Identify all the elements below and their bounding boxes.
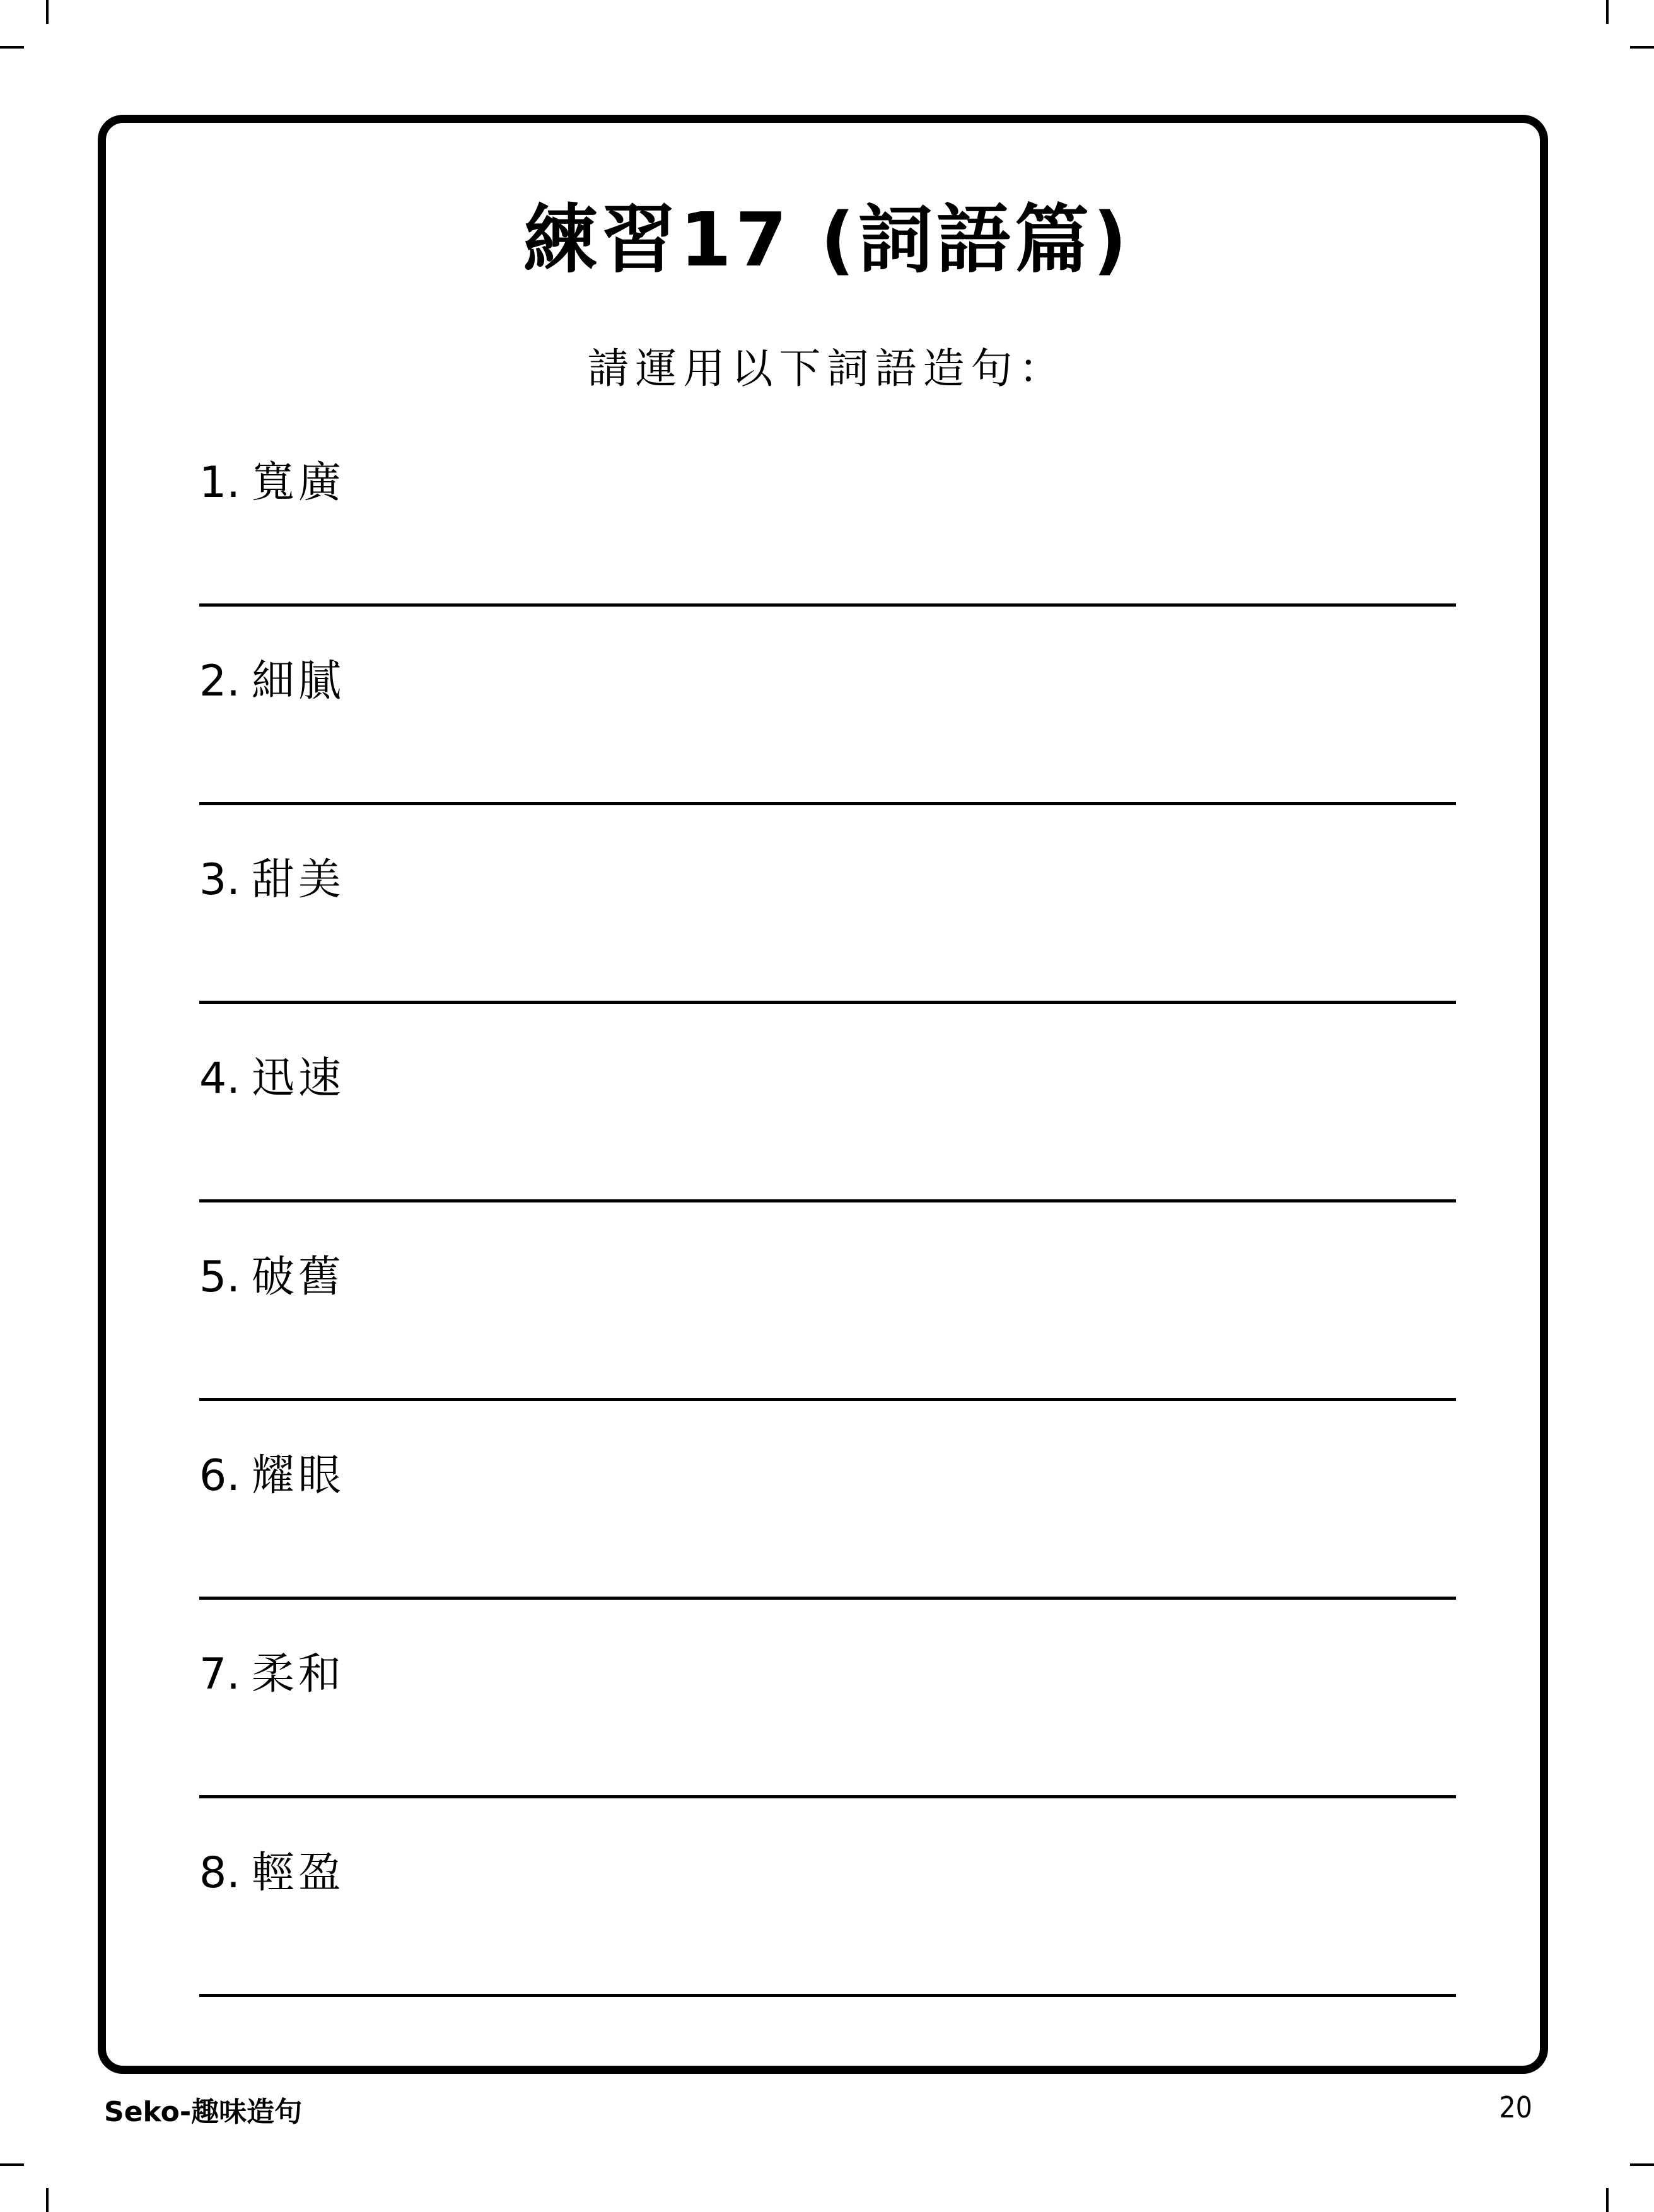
item-number: 8. — [199, 1848, 240, 1898]
item-word: 破舊 — [251, 1252, 345, 1302]
item-word: 迅速 — [251, 1054, 345, 1103]
exercise-item-2 — [199, 656, 345, 707]
item-number: 2. — [199, 656, 240, 706]
answer-line-4[interactable] — [199, 1199, 1456, 1202]
item-word: 甜美 — [251, 855, 345, 905]
footer-brand: Seko-趣味造句 — [104, 2096, 303, 2128]
answer-line-7[interactable] — [199, 1795, 1456, 1798]
crop-mark-bottom-left — [46, 2188, 49, 2212]
exercise-item-6 — [199, 1451, 345, 1501]
item-word: 耀眼 — [251, 1451, 345, 1501]
item-word: 柔和 — [251, 1650, 345, 1699]
item-number: 5. — [199, 1252, 240, 1302]
crop-mark-top-right — [1630, 46, 1654, 49]
exercise-item-7 — [199, 1650, 345, 1700]
item-number: 6. — [199, 1451, 240, 1501]
exercise-item-8 — [199, 1848, 345, 1899]
item-word: 細膩 — [251, 656, 345, 706]
item-word: 輕盈 — [251, 1848, 345, 1898]
crop-mark-bottom-left — [0, 2163, 24, 2166]
crop-mark-top-left — [46, 0, 49, 24]
exercise-item-3 — [199, 855, 345, 905]
page-number: 20 — [1499, 2090, 1532, 2124]
exercise-item-4 — [199, 1054, 345, 1104]
crop-mark-bottom-right — [1606, 2188, 1609, 2212]
answer-line-3[interactable] — [199, 1001, 1456, 1004]
item-number: 4. — [199, 1054, 240, 1103]
answer-line-2[interactable] — [199, 802, 1456, 805]
crop-mark-top-left — [0, 46, 24, 49]
exercise-item-1 — [199, 458, 345, 508]
item-word: 寬廣 — [251, 458, 345, 508]
crop-mark-top-right — [1606, 0, 1609, 24]
answer-line-1[interactable] — [199, 603, 1456, 607]
answer-line-6[interactable] — [199, 1597, 1456, 1600]
item-number: 7. — [199, 1650, 240, 1699]
item-number: 1. — [199, 458, 240, 508]
exercise-item-5 — [199, 1252, 345, 1303]
answer-line-8[interactable] — [199, 1994, 1456, 1997]
worksheet-instruction: 請運用以下詞語造句： — [587, 344, 1067, 393]
answer-line-5[interactable] — [199, 1398, 1456, 1401]
worksheet-title: 練習17 (詞語篇) — [523, 196, 1131, 283]
item-number: 3. — [199, 855, 240, 905]
crop-mark-bottom-right — [1630, 2163, 1654, 2166]
